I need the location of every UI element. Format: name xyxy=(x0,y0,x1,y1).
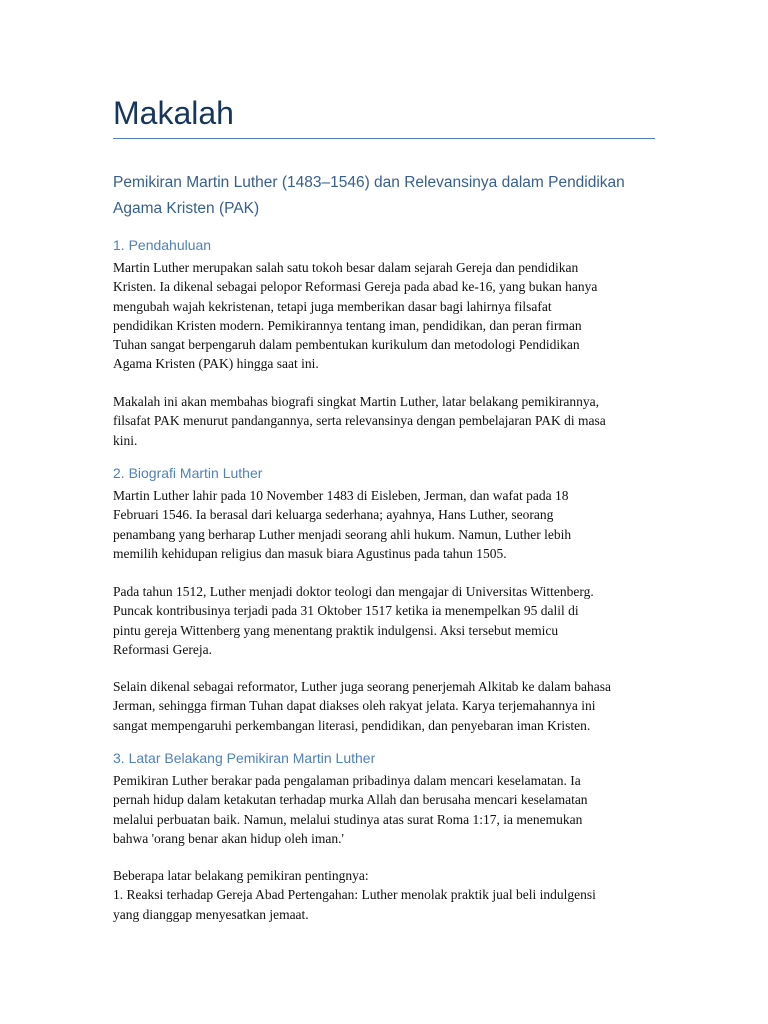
text-line: mengubah wajah kekristenan, tetapi juga memberikan dasar bagi lahirnya filsafat xyxy=(113,298,552,314)
text-line: Puncak kontribusinya terjadi pada 31 Oktober 1517 ketika ia menempelkan 95 dalil di xyxy=(113,603,579,619)
paragraph xyxy=(113,866,659,924)
text-line: Reformasi Gereja. xyxy=(113,641,212,657)
text-line: Jerman, sehingga firman Tuhan dapat diakses oleh rakyat jelata. Karya terjemahannya ini xyxy=(113,698,596,714)
paragraph xyxy=(113,771,659,848)
text-line: Makalah ini akan membahas biografi singkat Martin Luther, latar belakang pemikirannya, xyxy=(113,394,600,409)
section-heading-biografi: 2. Biografi Martin Luther xyxy=(113,465,263,481)
text-line: Agama Kristen (PAK) hingga saat ini. xyxy=(113,356,319,372)
paragraph xyxy=(113,486,659,563)
text-line: filsafat PAK menurut pandangannya, serta relevansinya dengan pembelajaran PAK di masa xyxy=(113,413,606,429)
paragraph xyxy=(113,677,659,735)
section-heading-pendahuluan: 1. Pendahuluan xyxy=(113,237,212,253)
document-title: Makalah xyxy=(113,95,234,131)
text-line: memilih kehidupan religius dan masuk biara Agustinus pada tahun 1505. xyxy=(113,545,507,561)
text-line: pintu gereja Wittenberg yang menentang praktik indulgensi. Aksi tersebut memicu xyxy=(113,622,559,638)
section-heading-latar-belakang: 3. Latar Belakang Pemikiran Martin Luther xyxy=(113,750,376,766)
text-line: yang dianggap menyesatkan jemaat. xyxy=(113,906,309,922)
text-line: Kristen. Ia dikenal sebagai pelopor Reformasi Gereja pada abad ke-16, yang bukan hanya xyxy=(113,279,598,295)
text-line: pendidikan Kristen modern. Pemikirannya tentang iman, pendidikan, dan peran firman xyxy=(113,317,582,333)
text-line: Pemikiran Luther berakar pada pengalaman pribadinya dalam mencari keselamatan. Ia xyxy=(113,773,581,788)
text-line: kini. xyxy=(113,432,138,448)
text-line: sangat mempengaruhi perkembangan literasi, pendidikan, dan penyebaran iman Kristen. xyxy=(113,717,591,733)
paragraph xyxy=(113,392,659,450)
document-subtitle xyxy=(113,170,657,222)
text-line: Pada tahun 1512, Luther menjadi doktor teologi dan mengajar di Universitas Wittenberg. xyxy=(113,584,594,599)
text-line: melalui perbuatan baik. Namun, melalui studinya atas surat Roma 1:17, ia menemukan xyxy=(113,811,583,827)
subtitle-line: Pemikiran Martin Luther (1483–1546) dan Relevansinya dalam Pendidikan xyxy=(113,174,625,191)
text-line: penambang yang berharap Luther menjadi seorang ahli hukum. Namun, Luther lebih xyxy=(113,526,572,542)
text-line: Beberapa latar belakang pemikiran pentingnya: xyxy=(113,868,369,883)
list-item: 1. Reaksi terhadap Gereja Abad Pertengahan: Luther menolak praktik jual beli indulgensi xyxy=(113,887,596,903)
subtitle-line: Agama Kristen (PAK) xyxy=(113,200,260,217)
paragraph xyxy=(113,258,659,374)
text-line: Martin Luther lahir pada 10 November 1483 di Eisleben, Jerman, dan wafat pada 18 xyxy=(113,488,569,503)
text-line: Selain dikenal sebagai reformator, Luther juga seorang penerjemah Alkitab ke dalam bahasa xyxy=(113,679,612,694)
paragraph xyxy=(113,582,659,659)
text-line: Martin Luther merupakan salah satu tokoh besar dalam sejarah Gereja dan pendidikan xyxy=(113,260,579,275)
text-line: pernah hidup dalam ketakutan terhadap murka Allah dan berusaha mencari keselamatan xyxy=(113,792,588,808)
text-line: bahwa 'orang benar akan hidup oleh iman.' xyxy=(113,830,344,846)
text-line: Februari 1546. Ia berasal dari keluarga sederhana; ayahnya, Hans Luther, seorang xyxy=(113,507,554,523)
title-underline xyxy=(113,138,655,139)
text-line: Tuhan sangat berpengaruh dalam pembentukan kurikulum dan metodologi Pendidikan xyxy=(113,337,580,353)
